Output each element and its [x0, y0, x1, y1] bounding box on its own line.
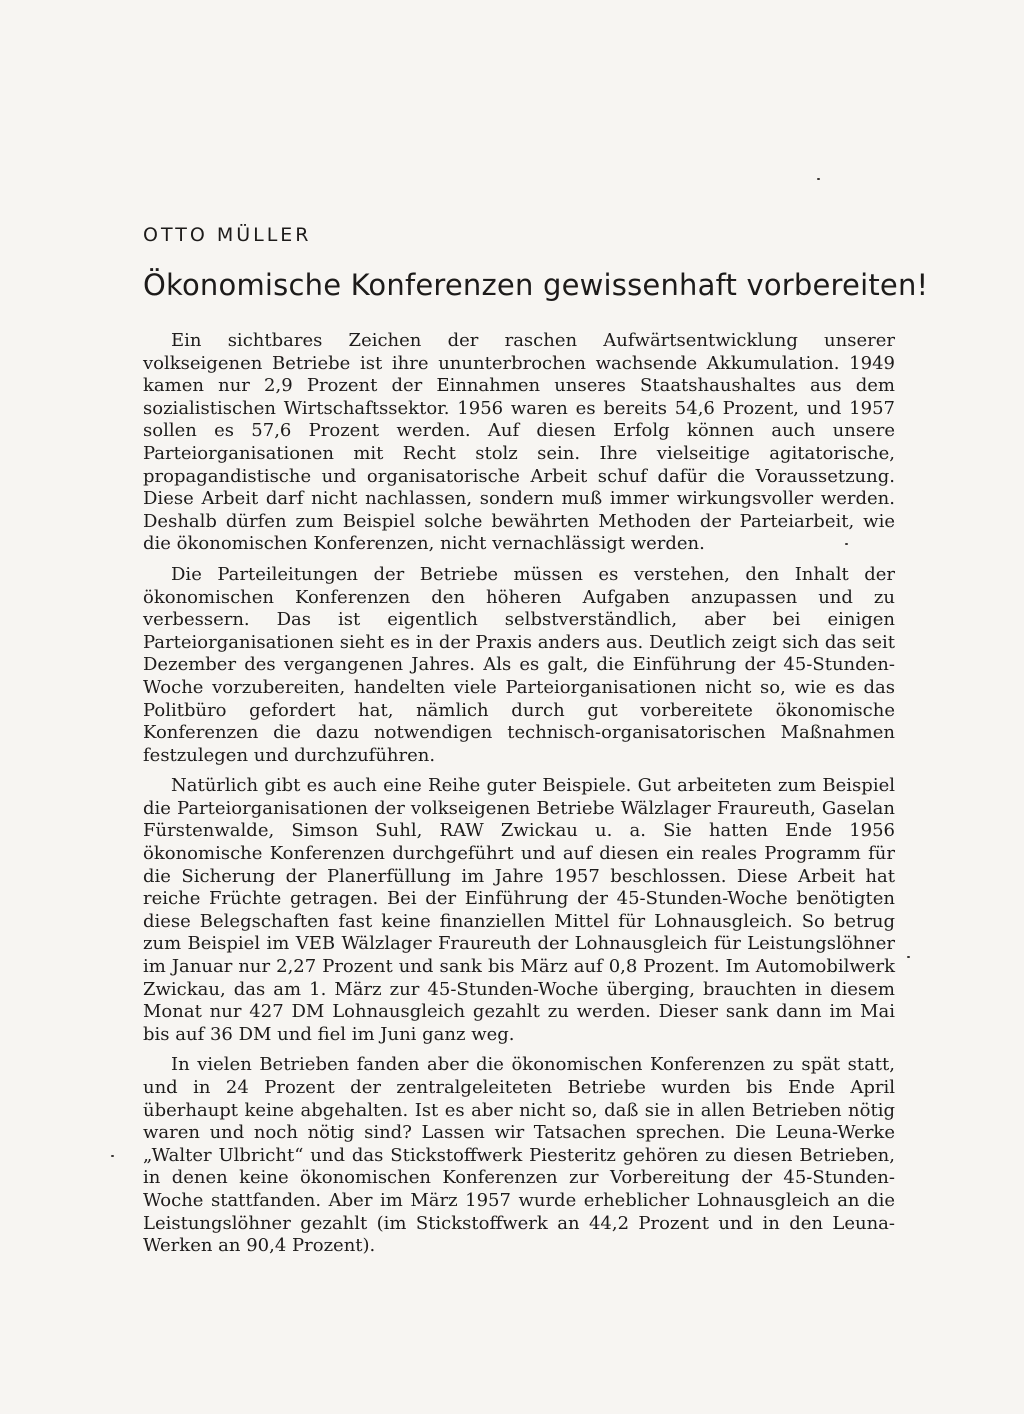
paragraph-3: Natürlich gibt es auch eine Reihe guter Beispiele. Gut arbeiteten zum Beispiel die Parteiorganisationen der volkseigenen Betriebe Wälzlager Fraureuth, Gaselan Fürstenwalde, Simson Suhl, RAW Zwickau u. a. Sie hatten Ende 1956 ökonomische Konferenzen durchgeführt und auf diesen ein reales Programm für die Sicherung der Planerfüllung im Jahre 1957 beschlossen. Diese Arbeit hat reiche Früchte getragen. Bei der Einführung der 45-Stunden-Woche benötigten diese Belegschaften fast keine finanziellen Mittel für Lohnausgleich. So betrug zum Beispiel im VEB Wälzlager Fraureuth der Lohnausgleich für Leistungslöhner im Januar nur 2,27 Prozent und sank bis März auf 0,8 Prozent. Im Automobilwerk Zwickau, das am 1. März zur 45-Stunden-Woche überging, brauchten in diesem Monat nur 427 DM Lohnausgleich gezahlt zu werden. Dieser sank dann im Mai bis auf 36 DM und fiel im Juni ganz weg. [143, 775, 895, 1045]
paragraph-2: Die Parteileitungen der Betriebe müssen es verstehen, den Inhalt der ökonomischen Konferenzen den höheren Aufgaben anzupassen und zu verbessern. Das ist eigentlich selbstverständlich, aber bei einigen Parteiorganisationen sieht es in der Praxis anders aus. Deutlich zeigt sich das seit Dezember des vergangenen Jahres. Als es galt, die Einführung der 45-Stunden-Woche vorzubereiten, handelten viele Parteiorganisationen nicht so, wie es das Politbüro gefordert hat, nämlich durch gut vorbereitete ökonomische Konferenzen die dazu notwendigen technisch-organisatorischen Maßnahmen festzulegen und durchzuführen. [143, 563, 895, 766]
print-speck [111, 1155, 114, 1157]
article-title: Ökonomische Konferenzen gewissenhaft vorbereiten! [143, 268, 929, 302]
print-speck [845, 543, 848, 545]
print-speck [907, 956, 910, 958]
paragraph-4: In vielen Betrieben fanden aber die ökonomischen Konferenzen zu spät statt, und in 24 Prozent der zentralgeleiteten Betriebe wurden bis Ende April überhaupt keine abgehalten. Ist es aber nicht so, daß sie in allen Betrieben nötig waren und noch nötig sind? Lassen wir Tatsachen sprechen. Die Leuna-Werke „Walter Ulbricht“ und das Stickstoffwerk Piesteritz gehören zu diesen Betrieben, in denen keine ökonomischen Konferenzen zur Vorbereitung der 45-Stunden-Woche stattfanden. Aber im März 1957 wurde erheblicher Lohnausgleich an die Leistungslöhner gezahlt (im Stickstoffwerk an 44,2 Prozent und in den Leuna-Werken an 90,4 Prozent). [143, 1054, 895, 1257]
print-speck [817, 178, 820, 180]
article-body [143, 330, 895, 1266]
paragraph-1: Ein sichtbares Zeichen der raschen Aufwärtsentwicklung unserer volkseigenen Betriebe ist ihre ununterbrochen wachsende Akkumulation. 1949 kamen nur 2,9 Prozent der Einnahmen unseres Staatshaushaltes aus dem sozialistischen Wirtschaftssektor. 1956 waren es bereits 54,6 Prozent, und 1957 sollen es 57,6 Prozent werden. Auf diesen Erfolg können auch unsere Parteiorganisationen mit Recht stolz sein. Ihre vielseitige agitatorische, propagandistische und organisatorische Arbeit schuf dafür die Voraussetzung. Diese Arbeit darf nicht nachlassen, sondern muß immer wirkungsvoller werden. Deshalb dürfen zum Beispiel solche bewährten Methoden der Parteiarbeit, wie die ökonomischen Konferenzen, nicht vernachlässigt werden. [143, 330, 895, 555]
author-name: OTTO MÜLLER [143, 224, 312, 246]
